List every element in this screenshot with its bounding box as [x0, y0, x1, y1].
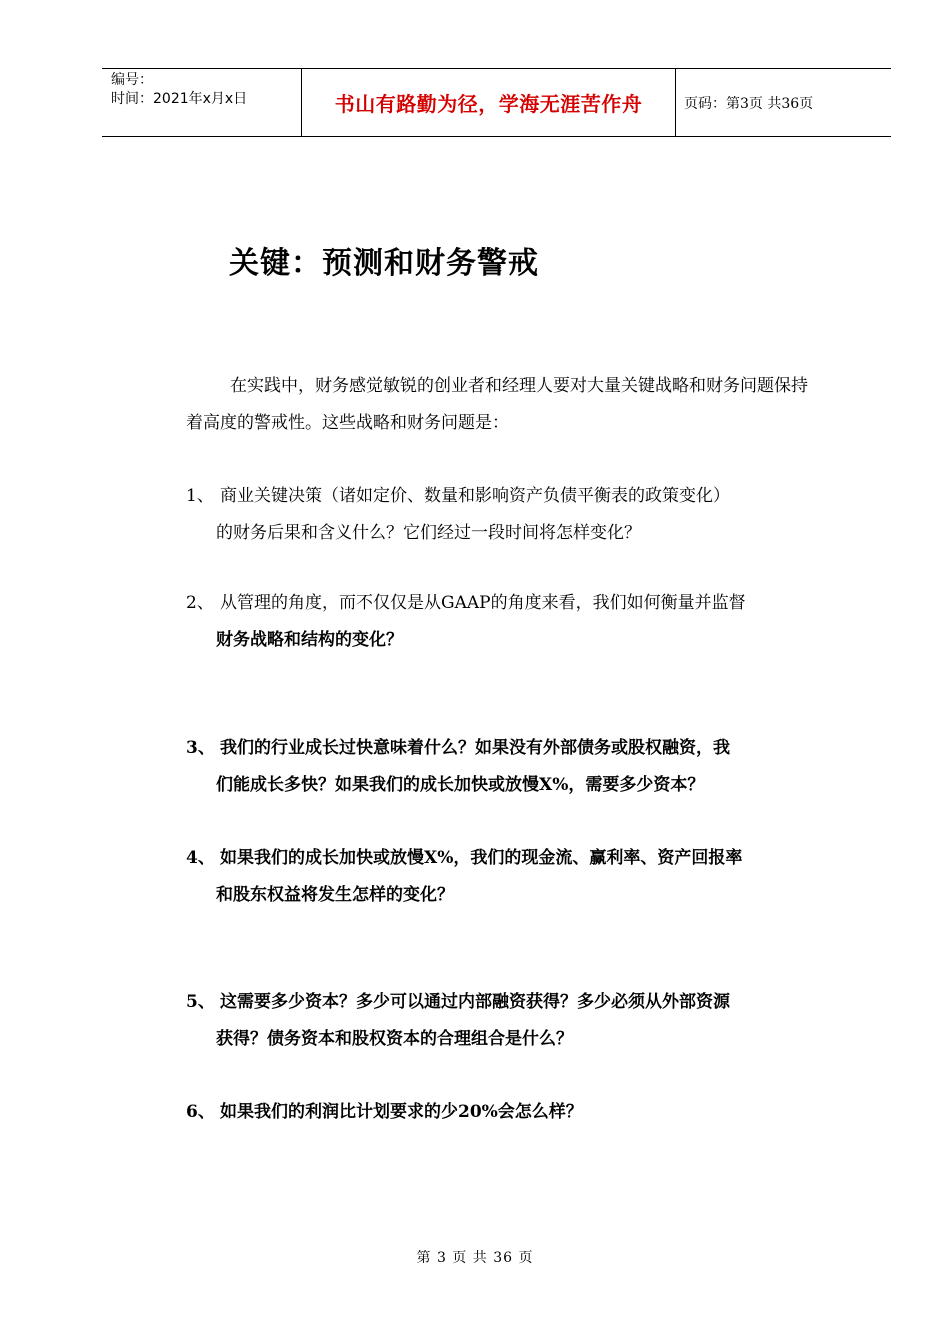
- item-line1: 如果我们的利润比计划要求的少20%会怎么样？: [220, 1102, 583, 1122]
- item-number: 3、: [186, 738, 215, 758]
- list-item: [186, 840, 816, 914]
- item-line2: 的财务后果和含义什么？它们经过一段时间将怎样变化？: [216, 523, 641, 543]
- item-line1: 如果我们的成长加快或放慢X%，我们的现金流、赢利率、资产回报率: [220, 848, 743, 868]
- page-header: [102, 68, 891, 137]
- time-label: 时间：2021年x月x日: [111, 91, 248, 107]
- item-line1: 从管理的角度，而不仅仅是从GAAP的角度来看，我们如何衡量并监督: [220, 593, 746, 613]
- header-page-info: 页码：第3页 共36页: [684, 95, 814, 112]
- list-item: [186, 478, 816, 552]
- header-meta: [102, 69, 302, 136]
- item-number: 5、: [186, 992, 215, 1012]
- list-item: [186, 585, 816, 659]
- motto: 书山有路勤为径，学海无涯苦作舟: [334, 92, 643, 116]
- item-number: 1、: [186, 486, 214, 506]
- item-line2: 和股东权益将发生怎样的变化？: [216, 885, 454, 905]
- item-line1: 这需要多少资本？多少可以通过内部融资获得？多少必须从外部资源: [220, 992, 730, 1012]
- item-number: 4、: [186, 848, 215, 868]
- page-footer: 第 3 页 共 36 页: [416, 1250, 534, 1266]
- item-line2: 获得？债务资本和股权资本的合理组合是什么？: [216, 1029, 573, 1049]
- list-item: [186, 984, 816, 1058]
- header-motto-cell: [302, 69, 676, 136]
- item-number: 2、: [186, 593, 214, 613]
- item-line2: 财务战略和结构的变化？: [216, 630, 403, 650]
- list-item: [186, 1094, 816, 1131]
- page-title: 关键：预测和财务警戒: [229, 246, 539, 281]
- intro-paragraph: 在实践中，财务感觉敏锐的创业者和经理人要对大量关键战略和财务问题保持着高度的警戒性。这些战略和财务问题是：: [186, 376, 808, 433]
- item-number: 6、: [186, 1102, 215, 1122]
- number-label: 编号：: [111, 72, 153, 88]
- item-line1: 我们的行业成长过快意味着什么？如果没有外部债务或股权融资，我: [220, 738, 730, 758]
- item-line1: 商业关键决策（诸如定价、数量和影响资产负债平衡表的政策变化）: [220, 486, 730, 506]
- item-line2: 们能成长多快？如果我们的成长加快或放慢X%，需要多少资本？: [216, 775, 705, 795]
- list-item: [186, 730, 816, 804]
